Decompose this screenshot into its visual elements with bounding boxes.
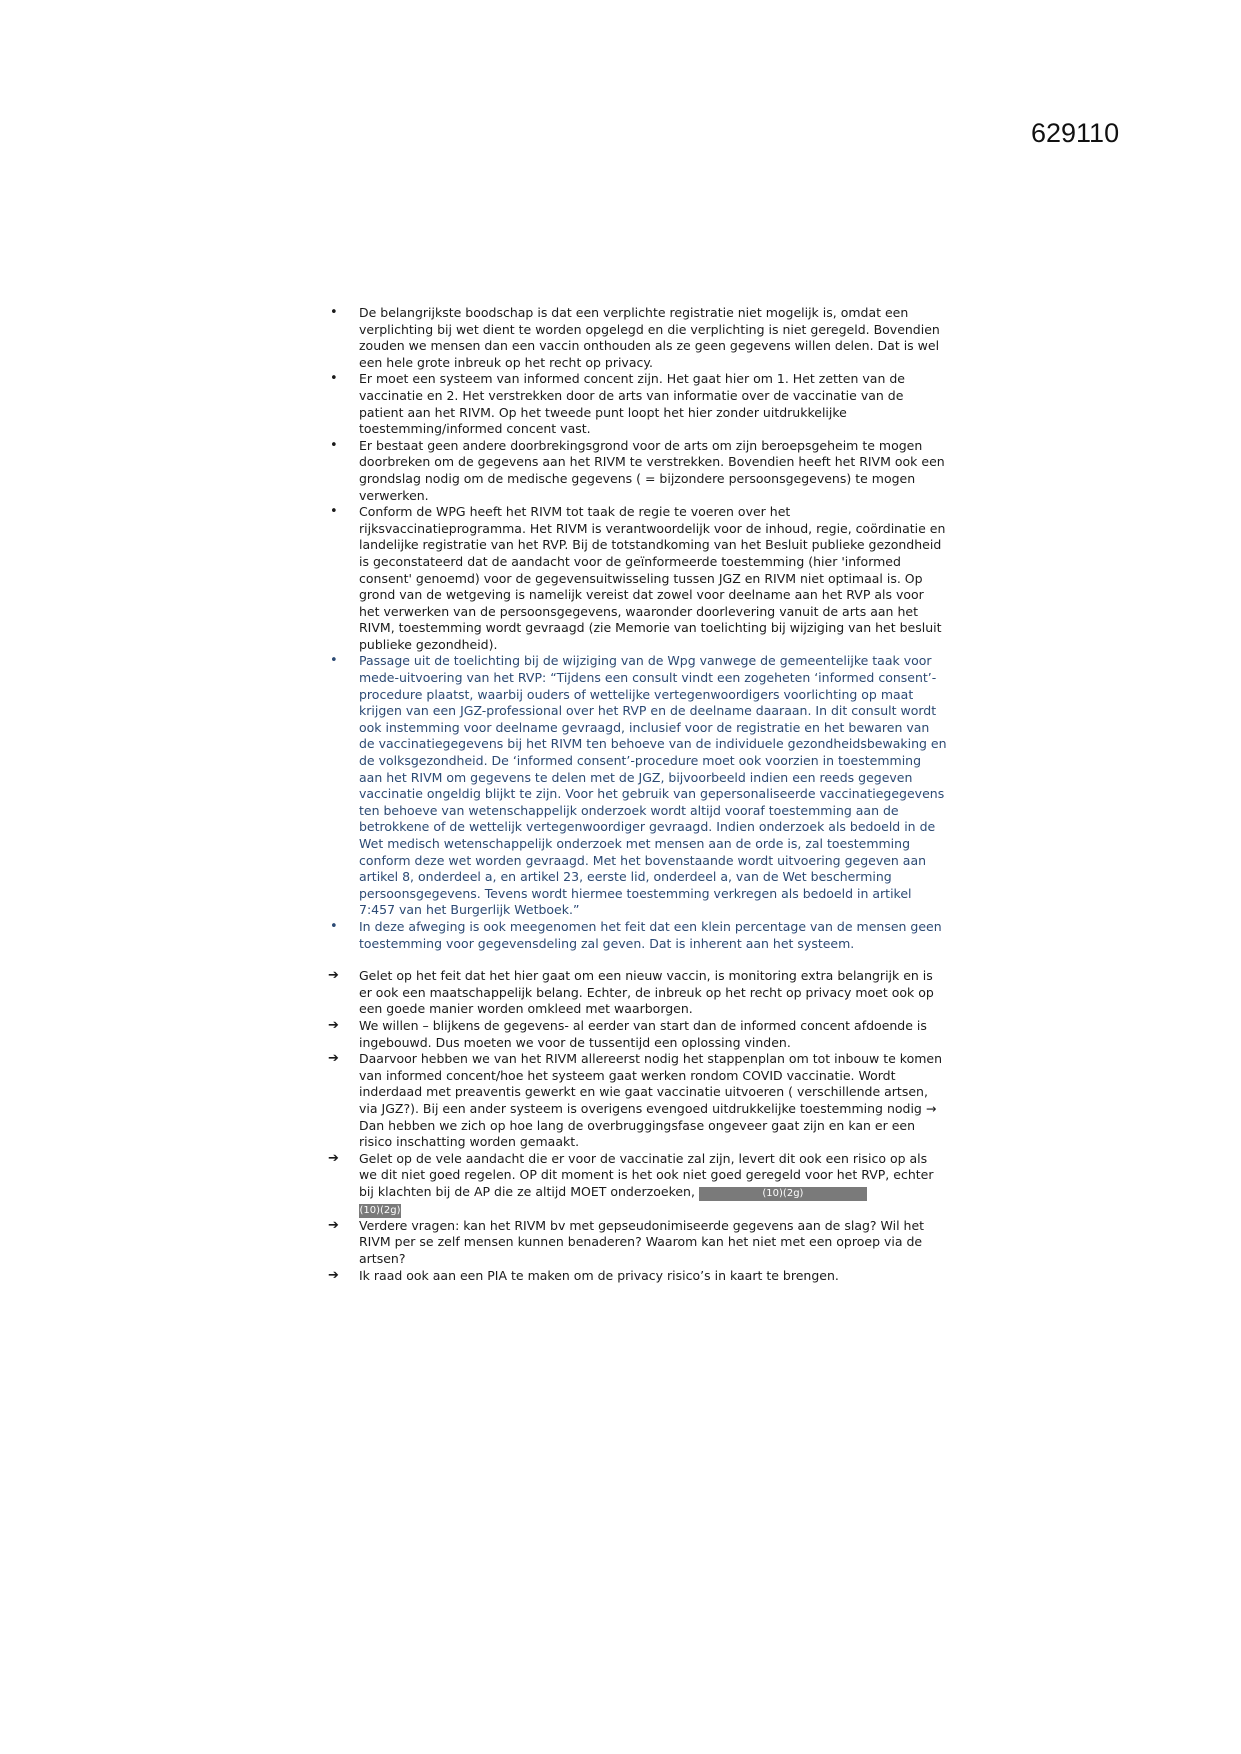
list-item: • De belangrijkste boodschap is dat een verplichte registratie niet mogelijk is, omdat een verplichting bij wet dient te worden opgelegd en die verplichting is niet geregeld. Bovendien zouden we mensen dan een vaccin onthouden als ze geen gegevens willen delen. Dat is wel een hele grote inbreuk op het recht op privacy.	[328, 305, 948, 371]
document-body	[328, 305, 948, 1284]
redaction-block: (10)(2g)	[359, 1204, 401, 1216]
list-item: • Er moet een systeem van informed concent zijn. Het gaat hier om 1. Het zetten van de vaccinatie en 2. Het verstrekken door de arts van informatie over de vaccinatie van de patient aan het RIVM. Op het tweede punt loopt het hier zonder uitdrukkelijke toestemming/informed concent vast.	[328, 371, 948, 437]
list-item: ➔ Ik raad ook aan een PIA te maken om de privacy risico’s in kaart te brengen.	[328, 1268, 948, 1285]
bullet-list	[328, 305, 948, 952]
arrow-list	[328, 968, 948, 1284]
list-item: • Conform de WPG heeft het RIVM tot taak de regie te voeren over het rijksvaccinatieprogramma. Het RIVM is verantwoordelijk voor de inhoud, regie, coördinatie en landelijke registratie van het RVP. Bij de totstandkoming van het Besluit publieke gezondheid is geconstateerd dat de aandacht voor de geïnformeerde toestemming (hier 'informed consent' genoemd) voor de gegevensuitwisseling tussen JGZ en RIVM niet optimaal is. Op grond van de wetgeving is namelijk vereist dat zowel voor deelname aan het RVP als voor het verwerken van de persoonsgegevens, waaronder doorlevering vanuit de arts aan het RIVM, toestemming wordt gevraagd (zie Memorie van toelichting bij wijziging van het besluit publieke gezondheid).	[328, 504, 948, 653]
list-item	[328, 1151, 948, 1218]
spacer	[328, 952, 948, 968]
list-item: ➔ Verdere vragen: kan het RIVM bv met gepseudonimiseerde gegevens aan de slag? Wil het RIVM per se zelf mensen kunnen benaderen? Waarom kan het niet met een oproep via de artsen?	[328, 1218, 948, 1268]
list-item: ➔ Daarvoor hebben we van het RIVM allereerst nodig het stappenplan om tot inbouw te komen van informed concent/hoe het systeem gaat werken rondom COVID vaccinatie. Wordt inderdaad met preaventis gewerkt en wie gaat vaccinatie uitvoeren ( verschillende artsen, via JGZ?). Bij een ander systeem is overigens evengoed uitdrukkelijke toestemming nodig → Dan hebben we zich op hoe lang de overbruggingsfase ongeveer gaat zijn en kan er een risico inschatting worden gemaakt.	[328, 1051, 948, 1151]
redaction-block: (10)(2g)	[699, 1187, 867, 1201]
list-item: ➔ We willen – blijkens de gegevens- al eerder van start dan de informed concent afdoende is ingebouwd. Dus moeten we voor de tussentijd een oplossing vinden.	[328, 1018, 948, 1051]
list-item: • Passage uit de toelichting bij de wijziging van de Wpg vanwege de gemeentelijke taak voor mede-uitvoering van het RVP: “Tijdens een consult vindt een zogeheten ‘informed consent’-procedure plaatst, waarbij ouders of wettelijke vertegenwoordigers voorlichting op maat krijgen van een JGZ-professional over het RVP en de deelname daaraan. In dit consult wordt ook instemming voor deelname gevraagd, inclusief voor de registratie en het bewaren van de vaccinatiegegevens bij het RIVM ten behoeve van de individuele gezondheidsbewaking en de volksgezondheid. De ‘informed consent’-procedure moet ook voorzien in toestemming aan het RIVM om gegevens te delen met de JGZ, bijvoorbeeld indien een reeds gegeven vaccinatie ongeldig blijkt te zijn. Voor het gebruik van gepersonaliseerde vaccinatiegegevens ten behoeve van wetenschappelijk onderzoek wordt altijd vooraf toestemming aan de betrokkene of de wettelijk vertegenwoordiger gevraagd. Indien onderzoek als bedoeld in de Wet medisch wetenschappelijk onderzoek met mensen aan de orde is, zal toestemming conform deze wet worden gevraagd. Met het bovenstaande wordt uitvoering gegeven aan artikel 8, onderdeel a, en artikel 23, eerste lid, onderdeel a, van de Wet bescherming persoonsgegevens. Tevens wordt hiermee toestemming verkregen als bedoeld in artikel 7:457 van het Burgerlijk Wetboek.”	[328, 653, 948, 919]
list-item-text: Gelet op de vele aandacht die er voor de vaccinatie zal zijn, levert dit ook een risico op als we dit niet goed regelen. OP dit moment is het ook niet goed geregeld voor het RVP, echter bij klachten bij de AP die ze altijd MOET onderzoeken,	[359, 1150, 934, 1199]
list-item: ➔ Gelet op het feit dat het hier gaat om een nieuw vaccin, is monitoring extra belangrijk en is er ook een maatschappelijk belang. Echter, de inbreuk op het recht op privacy moet ook op een goede manier worden omkleed met waarborgen.	[328, 968, 948, 1018]
document-number: 629110	[1031, 118, 1120, 148]
list-item: • Er bestaat geen andere doorbrekingsgrond voor de arts om zijn beroepsgeheim te mogen doorbreken om de gegevens aan het RIVM te verstrekken. Bovendien heeft het RIVM ook een grondslag nodig om de medische gegevens ( = bijzondere persoonsgegevens) te mogen verwerken.	[328, 438, 948, 504]
list-item: • In deze afweging is ook meegenomen het feit dat een klein percentage van de mensen geen toestemming voor gegevensdeling zal geven. Dat is inherent aan het systeem.	[328, 919, 948, 952]
